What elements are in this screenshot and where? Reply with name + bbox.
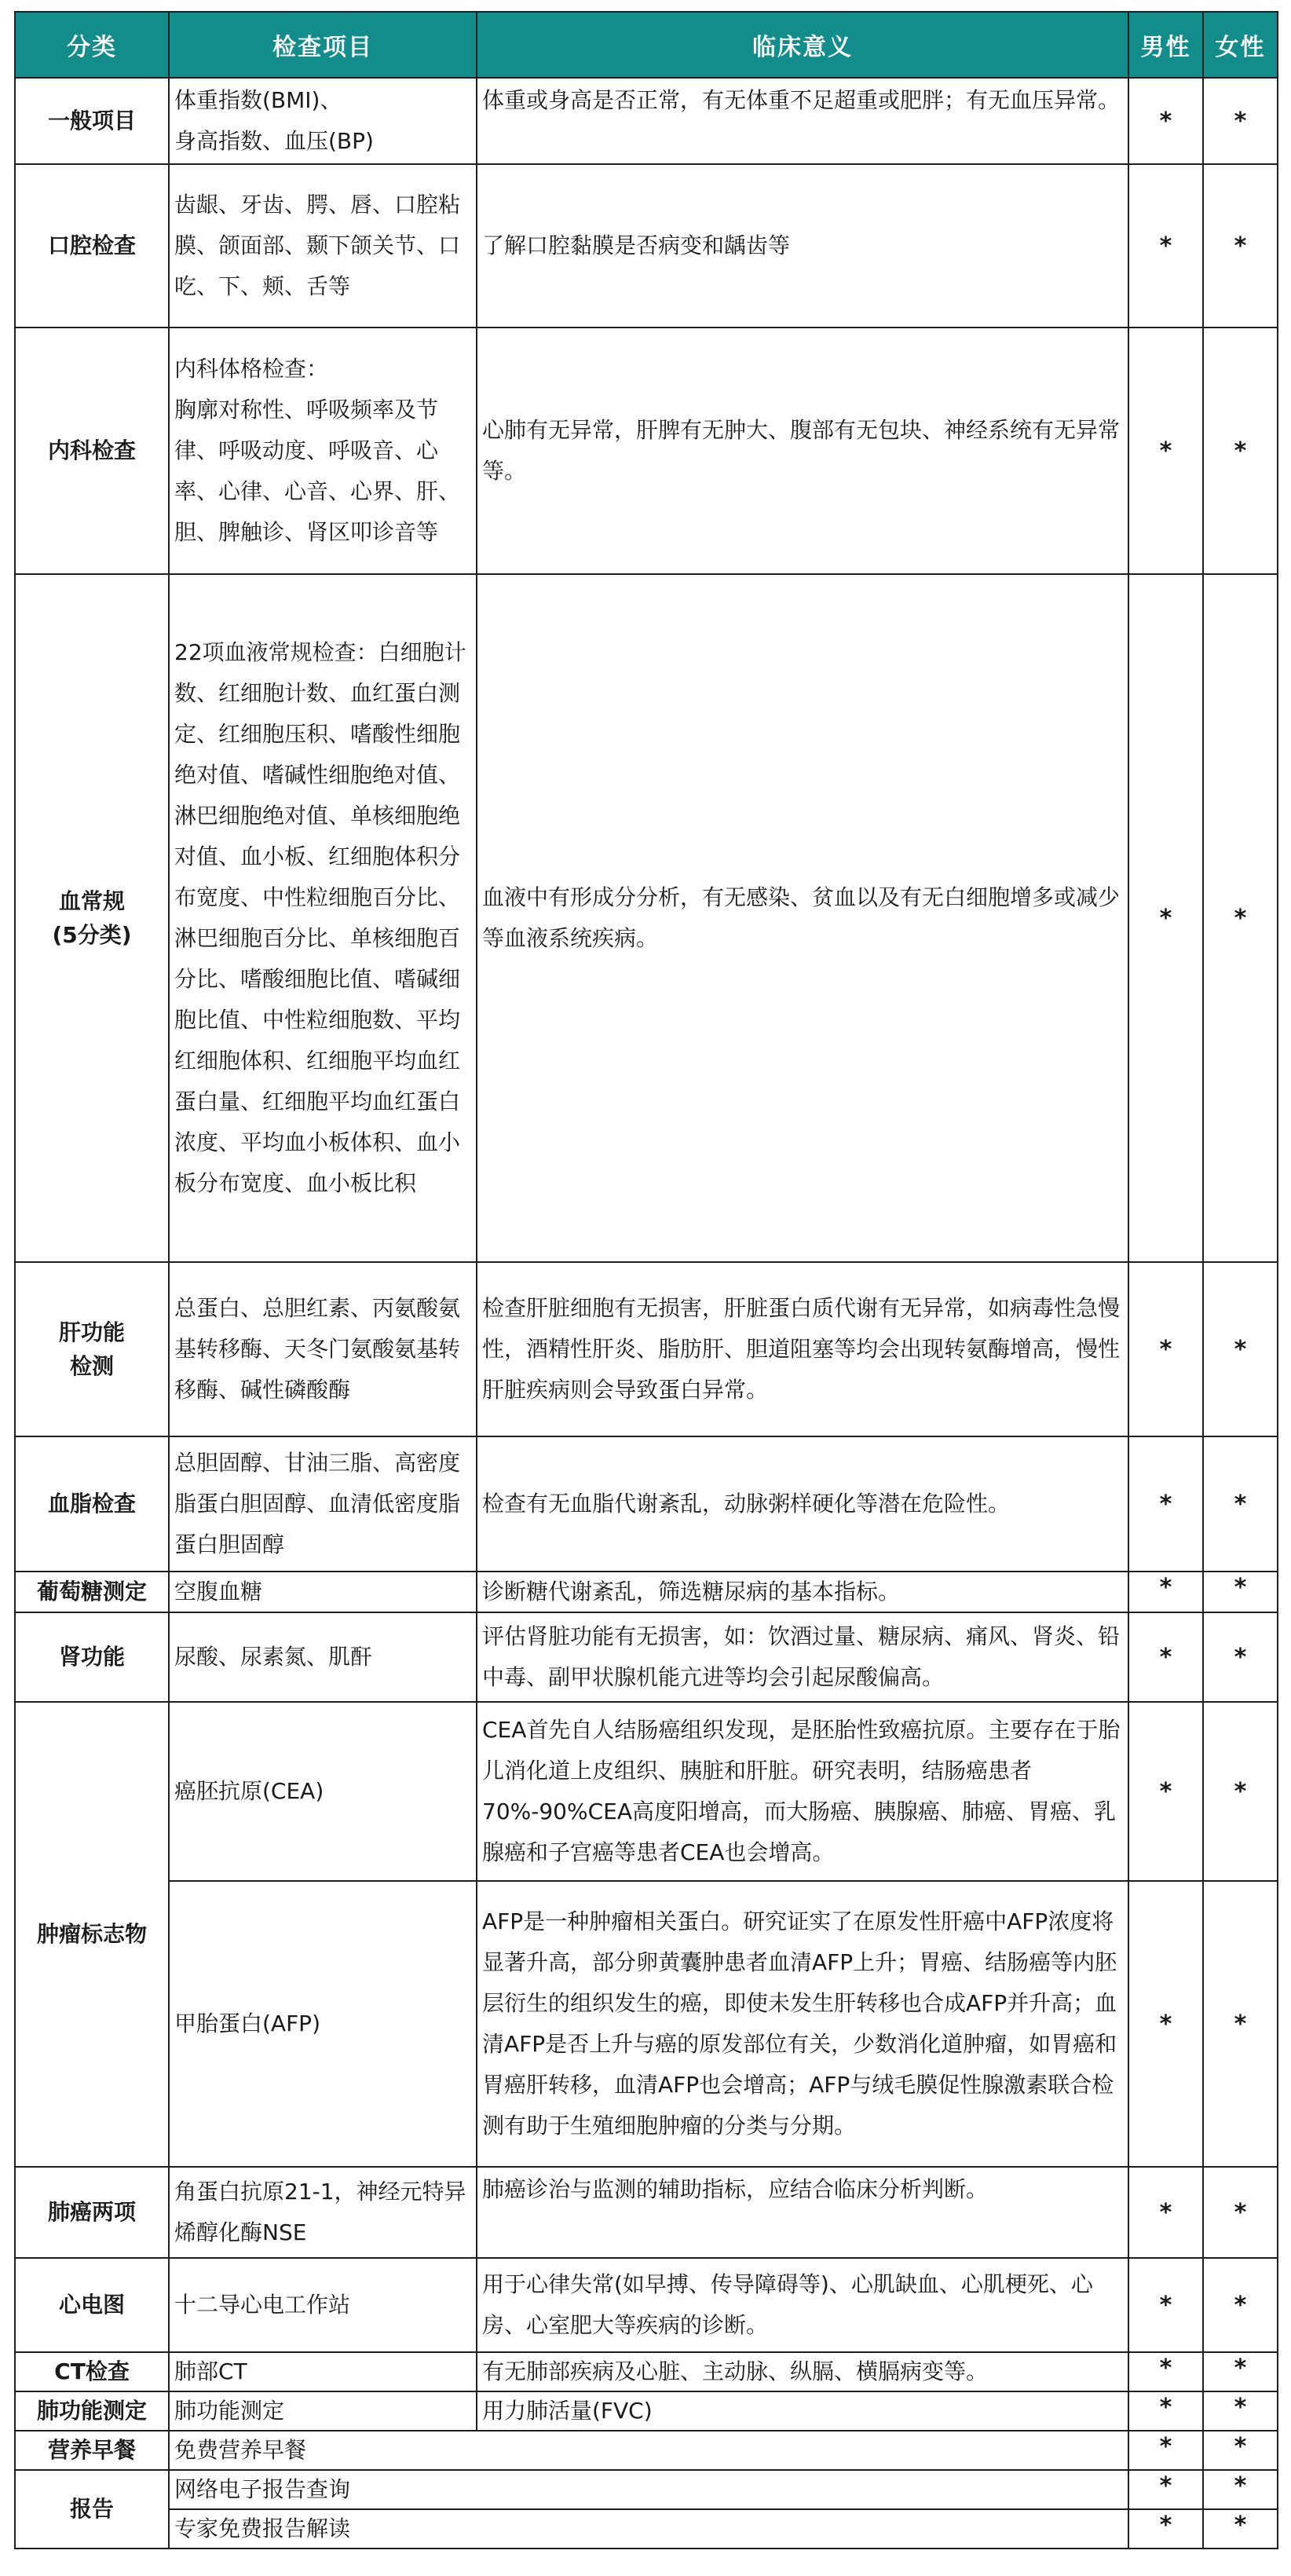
row-meaning: 体重或身高是否正常，有无体重不足超重或肥胖；有无血压异常。 — [477, 78, 1128, 164]
male-mark: * — [1128, 2352, 1203, 2391]
exam-package-table — [14, 11, 1278, 2549]
row-category: 口腔检查 — [15, 164, 169, 327]
female-mark: * — [1203, 1612, 1278, 1702]
header-female: 女性 — [1203, 12, 1278, 78]
table-row — [15, 1572, 1278, 1612]
table-row — [15, 2470, 1278, 2509]
row-meaning: 评估肾脏功能有无损害，如：饮酒过量、糖尿病、痛风、肾炎、铅中毒、副甲状腺机能亢进等均会引起尿酸偏高。 — [477, 1612, 1128, 1702]
row-item: 22项血液常规检查：白细胞计数、红细胞计数、血红蛋白测定、红细胞压积、嗜酸性细胞绝对值、嗜碱性细胞绝对值、淋巴细胞绝对值、单核细胞绝对值、血小板、红细胞体积分布宽度、中性粒细胞百分比、淋巴细胞百分比、单核细胞百分比、嗜酸细胞比值、嗜碱细胞比值、中性粒细胞数、平均红细胞体积、红细胞平均血红蛋白量、红细胞平均血红蛋白浓度、平均血小板体积、血小板分布宽度、血小板比积 — [169, 574, 477, 1262]
row-item: 癌胚抗原(CEA) — [169, 1702, 477, 1881]
male-mark: * — [1128, 1612, 1203, 1702]
male-mark: * — [1128, 2431, 1203, 2470]
male-mark: * — [1128, 2258, 1203, 2352]
female-mark: * — [1203, 574, 1278, 1262]
row-item: 总胆固醇、甘油三脂、高密度脂蛋白胆固醇、血清低密度脂蛋白胆固醇 — [169, 1436, 477, 1572]
row-meaning: 肺癌诊治与监测的辅助指标，应结合临床分析判断。 — [477, 2167, 1128, 2258]
header-category: 分类 — [15, 12, 169, 78]
row-category: 肾功能 — [15, 1612, 169, 1702]
table-row — [15, 78, 1278, 164]
female-mark: * — [1203, 2470, 1278, 2509]
row-item: 肺部CT — [169, 2352, 477, 2391]
row-meaning: 有无肺部疾病及心脏、主动脉、纵膈、横膈病变等。 — [477, 2352, 1128, 2391]
row-item: 空腹血糖 — [169, 1572, 477, 1612]
female-mark: * — [1203, 1572, 1278, 1612]
female-mark: * — [1203, 2391, 1278, 2431]
row-item: 十二导心电工作站 — [169, 2258, 477, 2352]
row-item: 内科体格检查： 胸廓对称性、呼吸频率及节律、呼吸动度、呼吸音、心率、心律、心音、心界、肝、胆、脾触诊、肾区叩诊音等 — [169, 327, 477, 574]
table-row — [15, 2391, 1278, 2431]
male-mark: * — [1128, 1881, 1203, 2167]
row-meaning: 了解口腔黏膜是否病变和龋齿等 — [477, 164, 1128, 327]
row-category: 肿瘤标志物 — [15, 1702, 169, 2167]
row-category: 血脂检查 — [15, 1436, 169, 1572]
row-category: 肝功能 检测 — [15, 1262, 169, 1436]
row-meaning: AFP是一种肿瘤相关蛋白。研究证实了在原发性肝癌中AFP浓度将显著升高，部分卵黄囊肿患者血清AFP上升；胃癌、结肠癌等内胚层衍生的组织发生的癌，即使未发生肝转移也合成AFP并升高；血清AFP是否上升与癌的原发部位有关，少数消化道肿瘤，如胃癌和胃癌肝转移，血清AFP也会增高；AFP与绒毛膜促性腺激素联合检测有助于生殖细胞肿瘤的分类与分期。 — [477, 1881, 1128, 2167]
female-mark: * — [1203, 2352, 1278, 2391]
female-mark: * — [1203, 1881, 1278, 2167]
table-row — [15, 1436, 1278, 1572]
male-mark: * — [1128, 2391, 1203, 2431]
row-category: 肺癌两项 — [15, 2167, 169, 2258]
table-row — [15, 164, 1278, 327]
row-meaning: 血液中有形成分分析，有无感染、贫血以及有无白细胞增多或减少等血液系统疾病。 — [477, 574, 1128, 1262]
male-mark: * — [1128, 1572, 1203, 1612]
male-mark: * — [1128, 164, 1203, 327]
female-mark: * — [1203, 2258, 1278, 2352]
female-mark: * — [1203, 78, 1278, 164]
female-mark: * — [1203, 164, 1278, 327]
row-item: 专家免费报告解读 — [169, 2509, 1128, 2549]
male-mark: * — [1128, 327, 1203, 574]
row-item: 免费营养早餐 — [169, 2431, 1128, 2470]
row-meaning: 用力肺活量(FVC) — [477, 2391, 1128, 2431]
row-item: 网络电子报告查询 — [169, 2470, 1128, 2509]
row-item: 甲胎蛋白(AFP) — [169, 1881, 477, 2167]
male-mark: * — [1128, 574, 1203, 1262]
female-mark: * — [1203, 2509, 1278, 2549]
table-row — [15, 2167, 1278, 2258]
row-item: 角蛋白抗原21-1，神经元特异烯醇化酶NSE — [169, 2167, 477, 2258]
table-row — [15, 574, 1278, 1262]
table-header-row — [15, 12, 1278, 78]
header-item: 检查项目 — [169, 12, 477, 78]
female-mark: * — [1203, 1436, 1278, 1572]
row-meaning: 诊断糖代谢紊乱，筛选糖尿病的基本指标。 — [477, 1572, 1128, 1612]
table-row — [15, 1702, 1278, 1881]
table-row — [15, 2258, 1278, 2352]
row-category: 肺功能测定 — [15, 2391, 169, 2431]
female-mark: * — [1203, 2431, 1278, 2470]
male-mark: * — [1128, 2470, 1203, 2509]
female-mark: * — [1203, 1262, 1278, 1436]
table-row — [15, 327, 1278, 574]
male-mark: * — [1128, 1262, 1203, 1436]
row-item: 肺功能测定 — [169, 2391, 477, 2431]
row-category: 营养早餐 — [15, 2431, 169, 2470]
male-mark: * — [1128, 78, 1203, 164]
table-row — [15, 2431, 1278, 2470]
row-item: 尿酸、尿素氮、肌酐 — [169, 1612, 477, 1702]
row-category: CT检查 — [15, 2352, 169, 2391]
row-category: 血常规 (5分类) — [15, 574, 169, 1262]
row-item: 齿龈、牙齿、腭、唇、口腔粘膜、颌面部、颞下颌关节、口吃、下、颊、舌等 — [169, 164, 477, 327]
female-mark: * — [1203, 2167, 1278, 2258]
table-row — [15, 1262, 1278, 1436]
table-row — [15, 2509, 1278, 2549]
row-category: 报告 — [15, 2470, 169, 2549]
male-mark: * — [1128, 2509, 1203, 2549]
female-mark: * — [1203, 1702, 1278, 1881]
male-mark: * — [1128, 2167, 1203, 2258]
table-row — [15, 1612, 1278, 1702]
header-meaning: 临床意义 — [477, 12, 1128, 78]
row-category: 内科检查 — [15, 327, 169, 574]
row-meaning: 检查肝脏细胞有无损害，肝脏蛋白质代谢有无异常，如病毒性急慢性，酒精性肝炎、脂肪肝、胆道阻塞等均会出现转氨酶增高，慢性肝脏疾病则会导致蛋白异常。 — [477, 1262, 1128, 1436]
male-mark: * — [1128, 1436, 1203, 1572]
row-meaning: 用于心律失常(如早搏、传导障碍等)、心肌缺血、心肌梗死、心房、心室肥大等疾病的诊断。 — [477, 2258, 1128, 2352]
row-category: 心电图 — [15, 2258, 169, 2352]
row-meaning: 心肺有无异常，肝脾有无肿大、腹部有无包块、神经系统有无异常等。 — [477, 327, 1128, 574]
row-category: 一般项目 — [15, 78, 169, 164]
table-row — [15, 1881, 1278, 2167]
header-male: 男性 — [1128, 12, 1203, 78]
male-mark: * — [1128, 1702, 1203, 1881]
female-mark: * — [1203, 327, 1278, 574]
row-meaning: 检查有无血脂代谢紊乱，动脉粥样硬化等潜在危险性。 — [477, 1436, 1128, 1572]
row-category: 葡萄糖测定 — [15, 1572, 169, 1612]
row-item: 体重指数(BMI)、 身高指数、血压(BP) — [169, 78, 477, 164]
row-meaning: CEA首先自人结肠癌组织发现，是胚胎性致癌抗原。主要存在于胎儿消化道上皮组织、胰脏和肝脏。研究表明，结肠癌患者70%-90%CEA高度阳增高，而大肠癌、胰腺癌、肺癌、胃癌、乳腺癌和子宫癌等患者CEA也会增高。 — [477, 1702, 1128, 1881]
row-item: 总蛋白、总胆红素、丙氨酸氨基转移酶、天冬门氨酸氨基转移酶、碱性磷酸酶 — [169, 1262, 477, 1436]
table-row — [15, 2352, 1278, 2391]
